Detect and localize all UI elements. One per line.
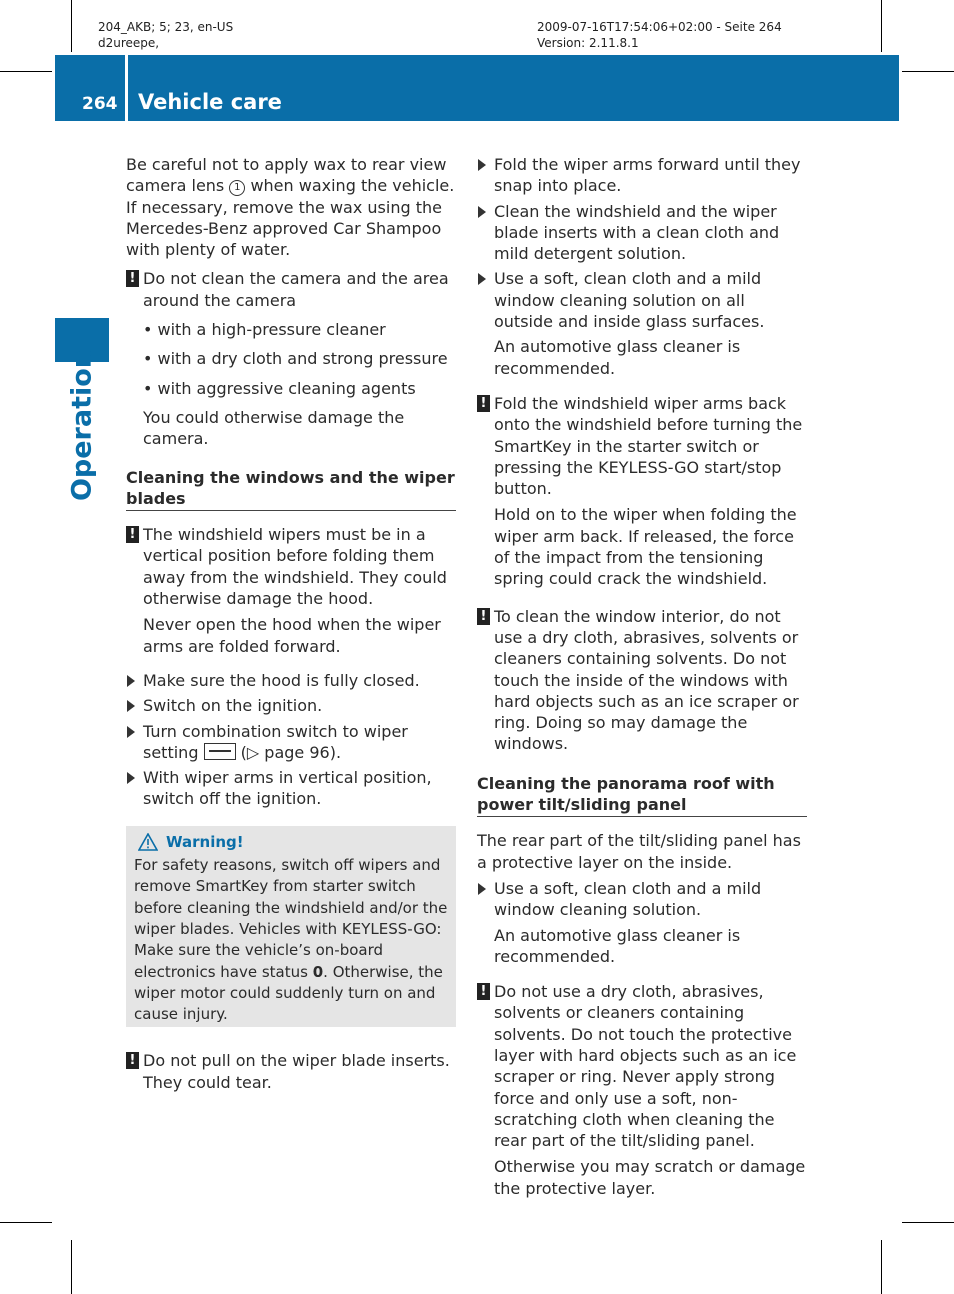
step-arrow-icon <box>478 206 486 218</box>
side-tab-label: Operation <box>66 348 98 502</box>
step-item: Use a soft, clean cloth and a mild window cleaning solution. <box>477 878 807 921</box>
crop-mark <box>0 71 52 72</box>
page-number: 264 <box>82 94 118 114</box>
warning-box <box>126 826 456 1028</box>
left-column <box>126 154 456 1098</box>
crop-mark <box>881 1240 882 1294</box>
warning-text: For safety reasons, switch off wipers and remove SmartKey from starter switch before cleaning the windshield and/or the wiper blades. Vehicles with KEYLESS-GO: Make sure the vehicle’s on-board electronics have status 0. Otherwise, the wiper motor could suddenly turn on and cause injury. <box>134 856 448 1024</box>
crop-mark <box>0 1222 52 1223</box>
bullet-item: • with a dry cloth and strong pressure <box>143 349 448 369</box>
step-item: Use a soft, clean cloth and a mild window cleaning solution on all outside and inside glass surfaces. <box>477 268 807 332</box>
step-item: Switch on the ignition. <box>126 695 456 716</box>
crop-mark <box>71 1240 72 1294</box>
caution-note: ! To clean the window interior, do not use a dry cloth, abrasives, solvents or cleaners containing solvents. Do not touch the inside of the windows with hard objects such as an ice scraper or ring. Doing so may damage the windows. <box>477 606 807 755</box>
print-meta-left <box>98 19 233 51</box>
doc-timestamp: 2009-07-16T17:54:06+02:00 - Seite 264 <box>537 20 782 34</box>
caution-note: ! The windshield wipers must be in a vertical position before folding them away from the windshield. They could otherwise damage the hood. <box>126 524 456 609</box>
caution-note: ! Do not clean the camera and the area around the camera <box>126 268 456 311</box>
section-title: Vehicle care <box>138 90 282 114</box>
crop-mark <box>881 0 882 52</box>
crop-mark <box>902 71 954 72</box>
subheading: Cleaning the windows and the wiper blades <box>126 467 455 508</box>
caution-tail: Otherwise you may scratch or damage the protective layer. <box>494 1157 806 1198</box>
caution-icon: ! <box>477 983 490 1000</box>
caution-icon: ! <box>477 608 490 625</box>
step-arrow-icon <box>478 883 486 895</box>
caution-tail: Never open the hood when the wiper arms are folded forward. <box>143 615 441 656</box>
step-arrow-icon <box>478 159 486 171</box>
step-arrow-icon <box>127 700 135 712</box>
step-tail: An automotive glass cleaner is recommended. <box>494 925 741 966</box>
caution-icon: ! <box>126 1052 139 1069</box>
step-item: With wiper arms in vertical position, switch off the ignition. <box>126 767 456 810</box>
caution-note: ! Do not pull on the wiper blade inserts. They could tear. <box>126 1050 456 1093</box>
warning-triangle-icon <box>138 833 158 851</box>
doc-author: d2ureepe, <box>98 36 160 50</box>
caution-icon: ! <box>477 395 490 412</box>
paragraph: The rear part of the tilt/sliding panel has a protective layer on the inside. <box>477 831 801 872</box>
intro-paragraph: Be careful not to apply wax to rear view camera lens 1 when waxing the vehicle. If necessary, remove the wax using the Mercedes-Benz approved Car Shampoo with plenty of water. <box>126 155 455 260</box>
print-meta-right <box>537 19 782 51</box>
step-arrow-icon <box>127 726 135 738</box>
subheading: Cleaning the panorama roof with power tilt/sliding panel <box>477 773 775 815</box>
wiper-setting-icon <box>204 743 236 760</box>
caution-icon: ! <box>126 270 139 287</box>
subheading-rule <box>477 816 807 817</box>
step-arrow-icon <box>478 273 486 285</box>
callout-number: 1 <box>229 180 245 196</box>
caution-note: ! Fold the windshield wiper arms back onto the windshield before turning the SmartKey in the starter switch or pressing the KEYLESS-GO start/stop button. <box>477 393 807 499</box>
header-divider <box>125 55 128 121</box>
caution-note: ! Do not use a dry cloth, abrasives, solvents or cleaners containing solvents. Do not touch the protective layer with hard objects such as an ice scraper or ring. Never apply strong force and only use a soft, non-scratching cloth when cleaning the rear part of the tilt/sliding panel. <box>477 981 807 1151</box>
warning-header <box>134 832 448 853</box>
step-item: Turn combination switch to wiper setting (▷ page 96). <box>126 721 456 764</box>
step-item: Make sure the hood is fully closed. <box>126 670 456 691</box>
bullet-item: • with aggressive cleaning agents <box>143 378 416 398</box>
step-tail: An automotive glass cleaner is recommended. <box>494 337 741 378</box>
right-column <box>477 154 807 1204</box>
caution-tail: You could otherwise damage the camera. <box>143 407 405 449</box>
bullet-item: • with a high-pressure cleaner <box>143 320 386 340</box>
crop-mark <box>71 0 72 52</box>
caution-icon: ! <box>126 526 139 543</box>
warning-title: Warning! <box>166 832 244 851</box>
subheading-rule <box>126 510 456 511</box>
doc-id: 204_AKB; 5; 23, en-US <box>98 20 234 34</box>
step-arrow-icon <box>127 772 135 784</box>
step-item: Clean the windshield and the wiper blade inserts with a clean cloth and mild detergent solution. <box>477 201 807 265</box>
doc-version: Version: 2.11.8.1 <box>537 36 639 50</box>
step-item: Fold the wiper arms forward until they snap into place. <box>477 154 807 197</box>
crop-mark <box>902 1222 954 1223</box>
step-arrow-icon <box>127 675 135 687</box>
caution-tail: Hold on to the wiper when folding the wiper arm back. If released, the force of the impact from the tensioning spring could crack the windshield. <box>494 505 797 589</box>
